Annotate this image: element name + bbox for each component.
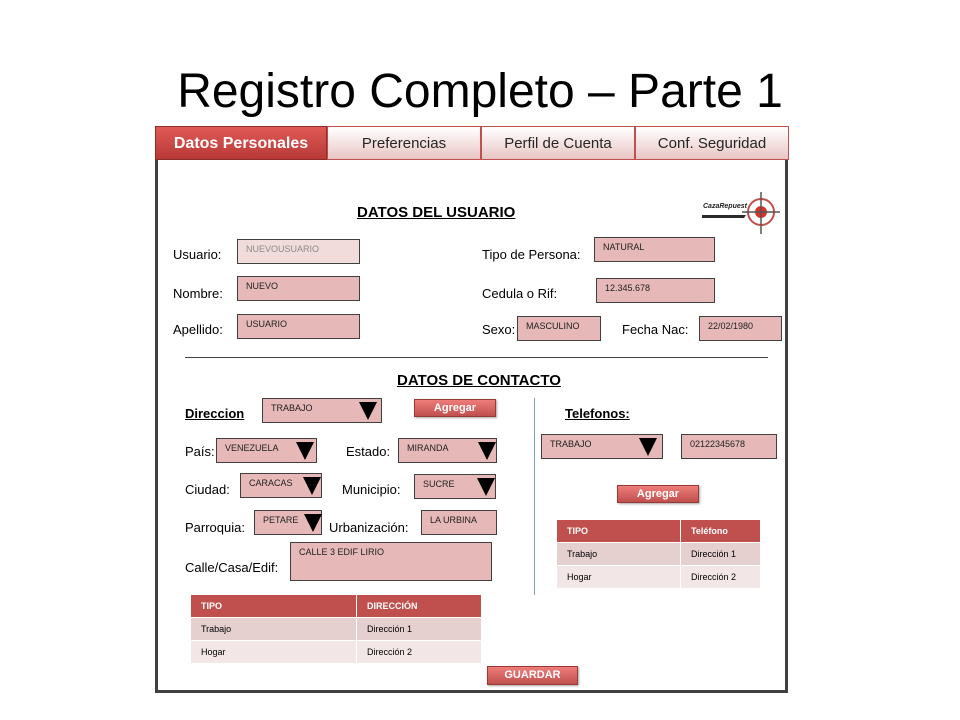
table-cell: Trabajo [557,543,681,566]
phone-type-select[interactable]: TRABAJO [541,434,663,459]
contact-section-heading: DATOS DE CONTACTO [397,372,561,389]
table-cell: Hogar [557,566,681,589]
table-cell: Dirección 2 [357,641,482,664]
parroquia-select[interactable]: PETARE [254,510,322,535]
ciudad-select[interactable]: CARACAS [240,473,322,498]
tipo-persona-label: Tipo de Persona: [482,247,581,262]
table-header-row [191,595,481,618]
tab-perfil-de-cuenta[interactable]: Perfil de Cuenta [481,126,635,160]
cedula-field[interactable]: 12.345.678 [596,278,715,303]
apellido-label: Apellido: [173,322,223,337]
address-header: DIRECCIÓN [357,595,482,618]
sexo-field[interactable]: MASCULINO [517,316,601,341]
phone-type-header: TIPO [557,520,681,543]
phone-header: Teléfono [681,520,761,543]
direccion-label: Direccion [185,406,245,421]
apellido-field[interactable]: USUARIO [237,314,360,339]
urbanizacion-field[interactable]: LA URBINA [421,510,497,535]
address-table [191,595,481,663]
chevron-down-icon[interactable] [639,438,657,456]
add-phone-button[interactable]: Agregar [617,485,699,503]
tab-datos-personales[interactable]: Datos Personales [155,126,327,160]
estado-select[interactable]: MIRANDA [398,438,497,463]
municipio-label: Municipio: [342,482,401,497]
table-row[interactable] [191,618,481,641]
table-cell: Trabajo [191,618,357,641]
section-divider [185,357,768,358]
sexo-label: Sexo: [482,322,516,337]
fecha-nac-field[interactable]: 22/02/1980 [699,316,782,341]
chevron-down-icon[interactable] [304,514,322,532]
brand-logo [700,188,784,238]
page-title: Registro Completo – Parte 1 [177,65,783,118]
urbanizacion-label: Urbanización: [329,520,409,535]
parroquia-label: Parroquia: [185,520,245,535]
table-row[interactable] [557,566,760,589]
calle-field[interactable]: CALLE 3 EDIF LIRIO [290,542,492,581]
phone-number-field[interactable]: 02122345678 [681,434,777,459]
usuario-label: Usuario: [173,247,222,262]
chevron-down-icon[interactable] [478,442,496,460]
table-cell: Hogar [191,641,357,664]
estado-label: Estado: [346,444,391,459]
table-cell: Dirección 1 [357,618,482,641]
municipio-select[interactable]: SUCRE [414,474,496,499]
ciudad-label: Ciudad: [185,482,230,497]
address-type-header: TIPO [191,595,357,618]
crosshair-logo-icon [700,188,784,238]
column-divider [534,398,535,595]
chevron-down-icon[interactable] [359,402,377,420]
chevron-down-icon[interactable] [296,442,314,460]
chevron-down-icon[interactable] [303,477,321,495]
table-header-row [557,520,760,543]
logo-text: CazaRepuest [703,203,747,210]
calle-label: Calle/Casa/Edif: [185,560,279,575]
phone-table [557,520,760,588]
usuario-field[interactable]: NUEVOUSUARIO [237,239,360,264]
tipo-persona-field[interactable]: NATURAL [594,237,715,262]
table-cell: Dirección 1 [681,543,761,566]
add-address-button[interactable]: Agregar [414,399,496,417]
chevron-down-icon[interactable] [477,478,495,496]
tab-conf-seguridad[interactable]: Conf. Seguridad [635,126,789,160]
nombre-label: Nombre: [173,286,223,301]
tab-preferencias[interactable]: Preferencias [327,126,481,160]
fecha-nac-label: Fecha Nac: [622,322,689,337]
save-button[interactable]: GUARDAR [487,666,578,685]
pais-select[interactable]: VENEZUELA [216,438,317,463]
pais-label: País: [185,444,215,459]
direccion-select[interactable]: TRABAJO [262,398,382,423]
table-row[interactable] [191,641,481,664]
telefonos-label: Telefonos: [565,406,630,421]
user-section-heading: DATOS DEL USUARIO [357,204,516,221]
table-cell: Dirección 2 [681,566,761,589]
table-row[interactable] [557,543,760,566]
cedula-label: Cedula o Rif: [482,286,558,301]
nombre-field[interactable]: NUEVO [237,276,360,301]
